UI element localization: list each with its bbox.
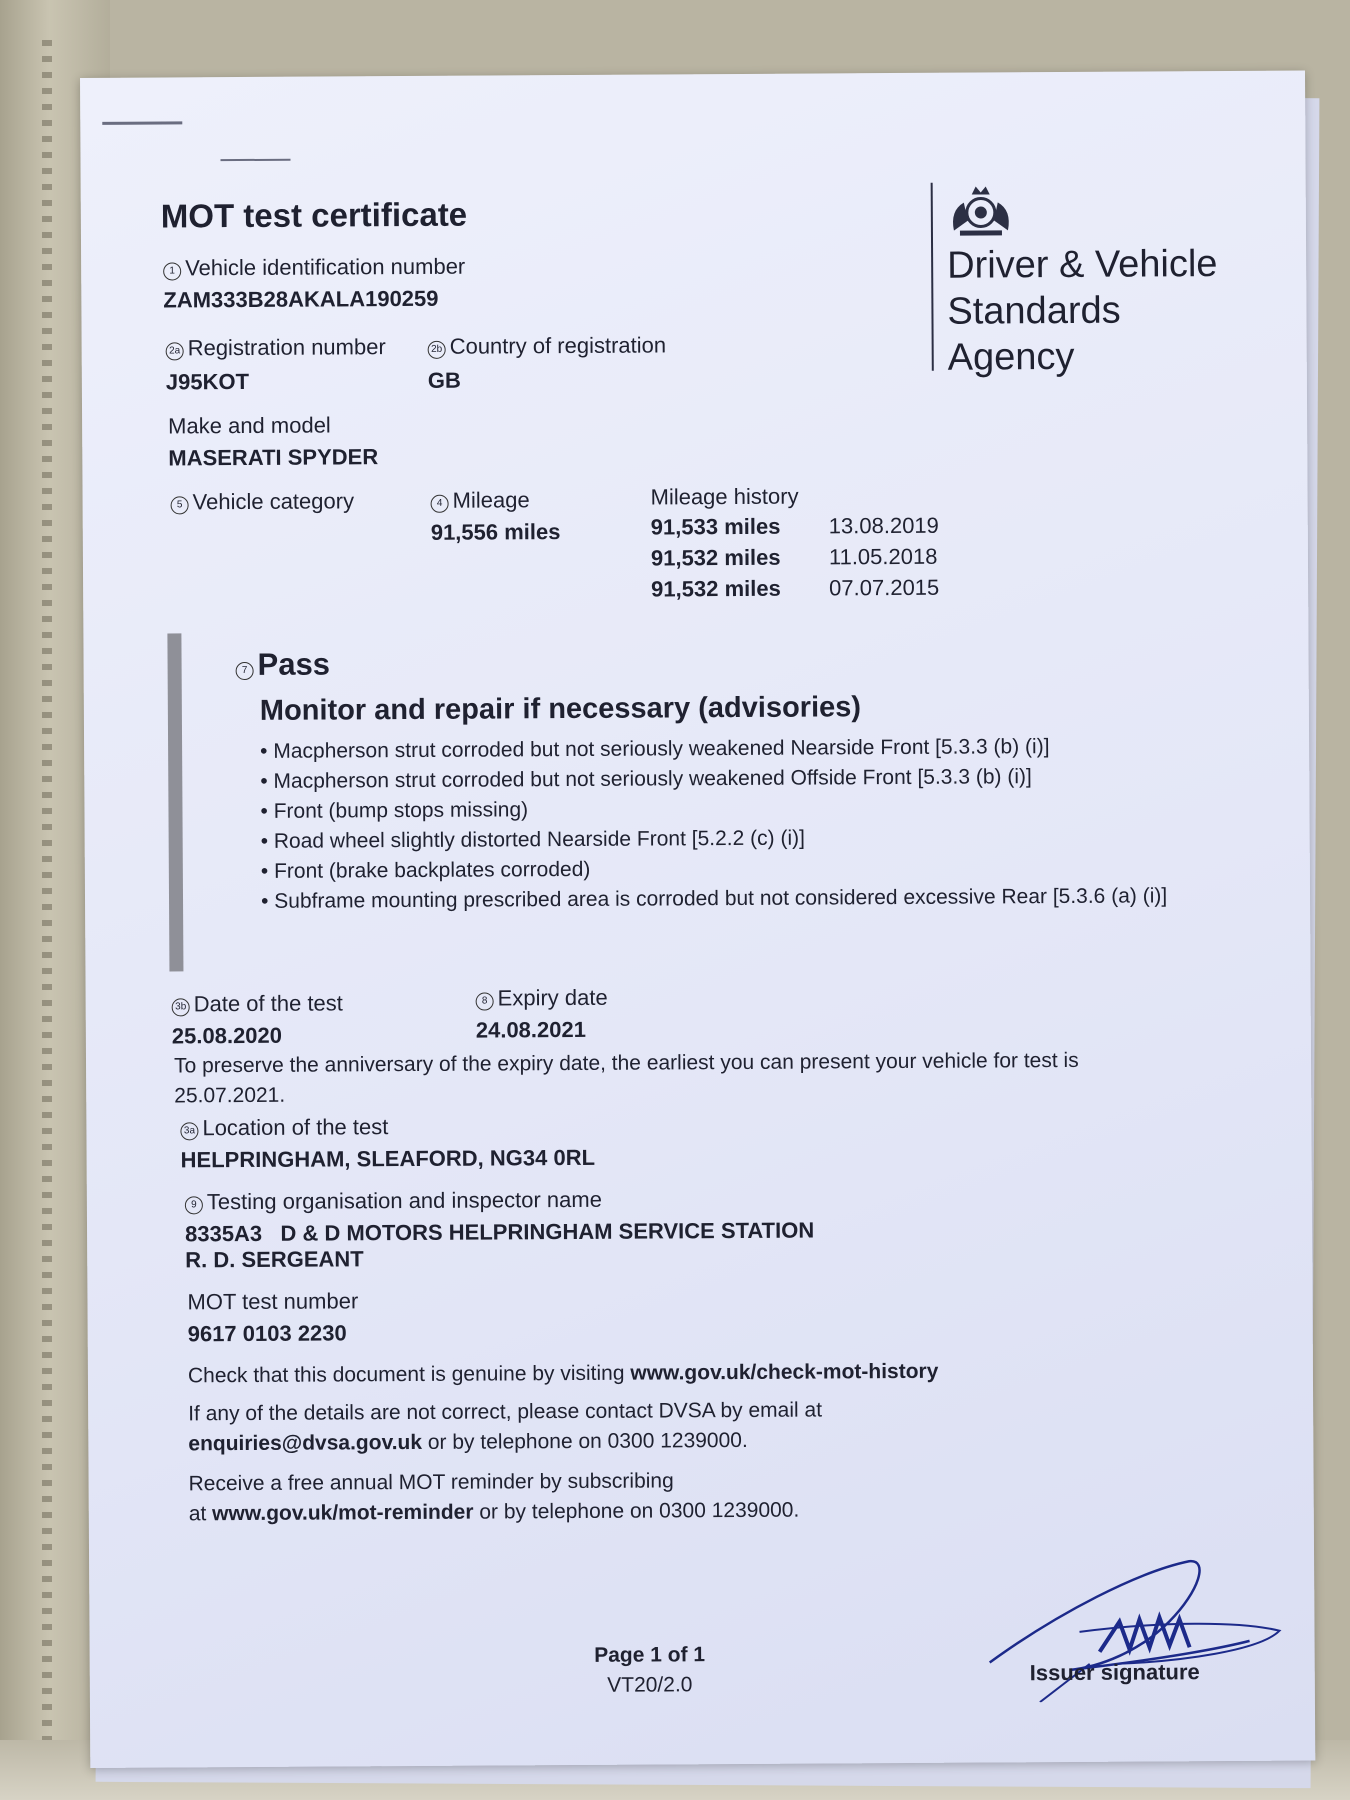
mileage-history-row: 91,532 miles 11.05.2018	[650, 543, 938, 571]
test-number-label: MOT test number	[187, 1288, 359, 1315]
field-number: 4	[431, 495, 449, 513]
test-date-value: 25.08.2020	[171, 1022, 283, 1049]
make-model-value: MASERATI SPYDER	[168, 444, 379, 471]
advisory-item: • Macpherson strut corroded but not seriously weakened Offside Front [5.3.3 (b) (i)]	[260, 761, 1220, 797]
reminder-note: Receive a free annual MOT reminder by subscribing at www.gov.uk/mot-reminder or by telephone on 0300 1239000.	[188, 1469, 800, 1526]
location-value: HELPRINGHAM, SLEAFORD, NG34 0RL	[180, 1144, 596, 1173]
field-number: 5	[171, 496, 189, 514]
anniversary-note: To preserve the anniversary of the expiry date, the earliest you can present your vehicle for test is 25.07.2021.	[173, 1048, 1079, 1108]
field-number: 8	[476, 992, 494, 1010]
genuine-check-note: Check that this document is genuine by visiting www.gov.uk/check-mot-history	[187, 1359, 939, 1388]
field-number: 3b	[172, 998, 190, 1016]
vin-value: ZAM333B28AKALA190259	[163, 285, 439, 313]
advisories-heading: Monitor and repair if necessary (advisories)	[259, 691, 862, 727]
country-label: 2b Country of registration	[428, 332, 667, 359]
advisory-item: • Front (brake backplates corroded)	[261, 851, 1221, 887]
advisory-item: • Road wheel slightly distorted Nearside Front [5.2.2 (c) (i)]	[261, 821, 1221, 857]
result-label: Pass	[257, 646, 331, 682]
field-number: 2a	[166, 342, 184, 360]
agency-line: Driver & Vehicle	[947, 243, 1218, 287]
organisation-value: 8335A3 D & D MOTORS HELPRINGHAM SERVICE STATION	[184, 1217, 815, 1247]
make-model-label: Make and model	[168, 412, 331, 439]
document-title: MOT test certificate	[160, 195, 468, 235]
field-number: 3a	[180, 1122, 198, 1140]
inspector-name: R. D. SERGEANT	[185, 1246, 364, 1273]
agency-line: Agency	[947, 335, 1075, 379]
result-side-bar	[167, 633, 183, 971]
mileage-history-label: Mileage history	[650, 483, 799, 510]
mot-reminder-link[interactable]: www.gov.uk/mot-reminder	[212, 1500, 474, 1526]
country-value: GB	[427, 367, 461, 393]
dvsa-email-link[interactable]: enquiries@dvsa.gov.uk	[188, 1430, 423, 1456]
agency-line: Standards	[947, 289, 1121, 333]
field-number: 7	[236, 662, 254, 680]
advisory-item: • Macpherson strut corroded but not seriously weakened Nearside Front [5.3.3 (b) (i)]	[260, 731, 1220, 767]
mileage-history-list	[651, 513, 940, 608]
page-number: Page 1 of 1	[594, 1643, 706, 1667]
royal-crest-icon	[946, 180, 1016, 240]
fold-mark	[220, 159, 290, 161]
test-result	[235, 646, 330, 683]
registration-value: J95KOT	[165, 368, 250, 395]
fold-mark	[102, 121, 182, 124]
contact-note: If any of the details are not correct, please contact DVSA by email at enquiries@dvsa.gov.uk or by telephone on 0300 1239000.	[188, 1398, 823, 1456]
expiry-date-label: 8 Expiry date	[476, 985, 608, 1012]
expiry-date-value: 24.08.2021	[475, 1016, 587, 1043]
form-code: VT20/2.0	[607, 1673, 693, 1697]
mileage-value: 91,556 miles	[430, 519, 561, 545]
field-number: 1	[163, 262, 181, 280]
check-mot-history-link[interactable]: www.gov.uk/check-mot-history	[630, 1359, 939, 1385]
vin-label: 1 Vehicle identification number	[163, 254, 465, 282]
mileage-label: 4 Mileage	[431, 487, 530, 514]
mileage-history-row: 91,532 miles 07.07.2015	[651, 574, 940, 602]
test-date-label: 3b Date of the test	[172, 990, 343, 1017]
vehicle-category-label: 5 Vehicle category	[171, 488, 355, 515]
advisory-item: • Subframe mounting prescribed area is corroded but not considered excessive Rear [5.3.6 (a) (i)]	[261, 881, 1221, 917]
agency-name	[947, 241, 1218, 381]
signature-label: Issuer signature	[1029, 1659, 1200, 1686]
seat-stitching	[42, 40, 52, 1740]
test-number-value: 9617 0103 2230	[187, 1320, 347, 1347]
field-number: 2b	[428, 341, 446, 359]
page-footer	[550, 1640, 750, 1701]
mot-certificate-page	[80, 71, 1315, 1768]
advisory-item: • Front (bump stops missing)	[260, 791, 1220, 827]
registration-label: 2a Registration number	[166, 334, 386, 361]
advisories-list	[260, 731, 1221, 917]
logo-divider	[931, 183, 934, 371]
field-number: 9	[185, 1196, 203, 1214]
location-label: 3a Location of the test	[180, 1114, 388, 1141]
mileage-history-row: 91,533 miles 13.08.2019	[650, 512, 939, 540]
organisation-label: 9 Testing organisation and inspector name	[185, 1187, 602, 1216]
